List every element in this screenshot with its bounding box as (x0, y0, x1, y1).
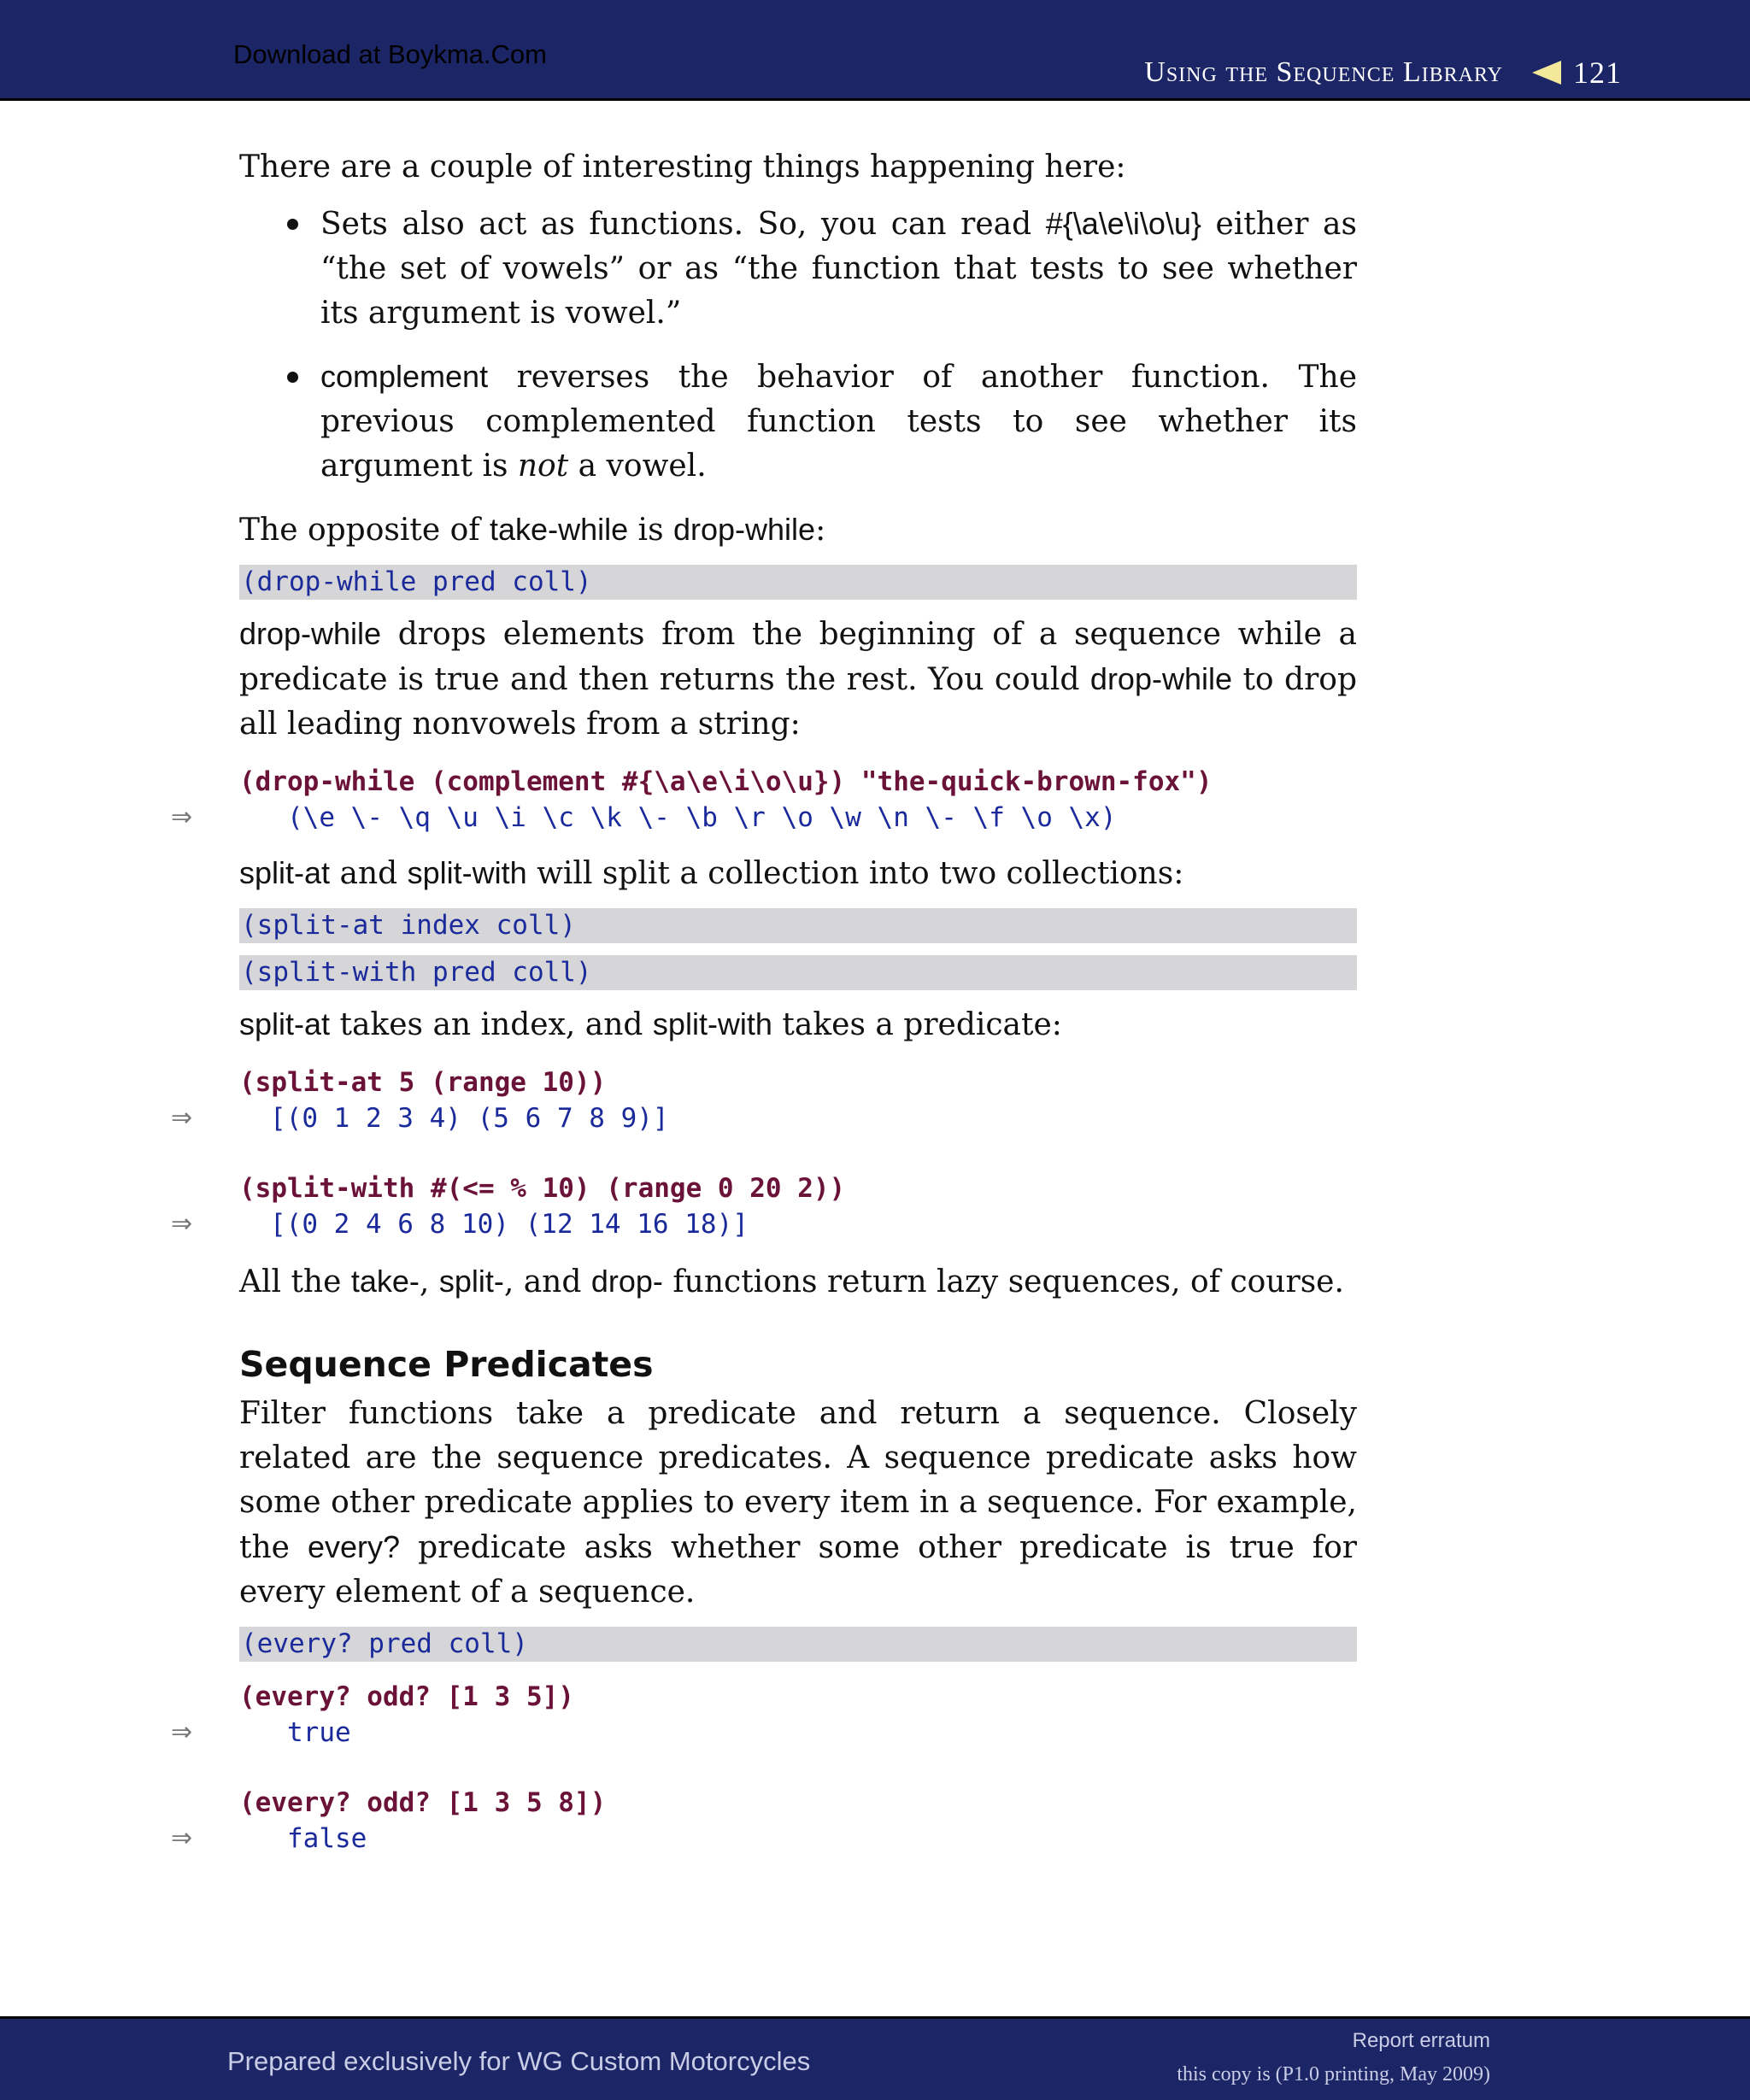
inline-code: take-while (490, 512, 629, 547)
result-arrow-icon: ⇒ (171, 1823, 193, 1853)
result-arrow-icon: ⇒ (171, 1103, 193, 1133)
signature-split-at: (split-at index coll) (239, 908, 1357, 943)
paragraph-lazy: All the take-, split-, and drop- functions return lazy sequences, of course. (239, 1264, 1344, 1299)
page-header (0, 0, 1750, 101)
code-input: (every? odd? [1 3 5]) (239, 1681, 574, 1712)
result-arrow-icon: ⇒ (171, 1209, 193, 1239)
prepared-for-text: Prepared exclusively for WG Custom Motorcycles (227, 2046, 811, 2076)
code-input: (drop-while (complement #{\a\e\i\o\u}) "the-quick-brown-fox") (239, 766, 1213, 797)
paragraph-drop-while: drop-while drops elements from the beginning of a sequence while a predicate is true and then returns the rest. You could drop-while to drop all leading nonvowels from a string: (239, 616, 1358, 742)
page-content (171, 145, 1358, 1857)
inline-code: split-at (239, 855, 331, 890)
inline-code: every? (308, 1529, 401, 1564)
running-header (1144, 55, 1622, 91)
inline-code: drop-while (672, 512, 816, 547)
inline-code: split- (438, 1264, 504, 1299)
previous-page-arrow-icon[interactable] (1532, 61, 1561, 85)
code-example-drop-while (171, 764, 1357, 836)
inline-code: #{\a\e\i\o\u} (1045, 206, 1201, 241)
bullet-icon (287, 219, 298, 230)
paragraph-intro: There are a couple of interesting things happening here: (239, 150, 1126, 185)
paragraph-split: split-at and split-with will split a collection into two collections: (239, 855, 1184, 891)
inline-code: drop- (590, 1264, 663, 1299)
code-example-every-true (171, 1679, 1357, 1751)
download-watermark: Download at Boykma.Com (233, 39, 547, 69)
signature-every: (every? pred coll) (239, 1627, 1357, 1662)
report-erratum-link[interactable]: Report erratum (1352, 2029, 1490, 2052)
paragraph-opposite: The opposite of take-while is drop-while: (239, 512, 826, 548)
code-example-every-false (171, 1785, 1357, 1857)
running-title: Using the Sequence Library (1144, 56, 1503, 88)
inline-code: drop-while (239, 616, 382, 651)
code-output: ⇒ [(0 1 2 3 4) (5 6 7 8 9)] (239, 1100, 1357, 1136)
code-example-split-with (171, 1170, 1357, 1242)
code-input: (every? odd? [1 3 5 8]) (239, 1787, 607, 1818)
code-output: ⇒ false (239, 1821, 1357, 1857)
paragraph-predicates: Filter functions take a predicate and return a sequence. Closely related are the sequence predicates. A sequence predicate asks how some other predicate applies to every item in a sequence. For example, the every? predicate asks whether some other predicate is true for every element of a sequence. (239, 1396, 1357, 1610)
code-input: (split-at 5 (range 10)) (239, 1067, 607, 1098)
section-heading: Sequence Predicates (239, 1344, 654, 1385)
code-output: ⇒ true (239, 1715, 1357, 1751)
printing-info: this copy is (P1.0 printing, May 2009) (1177, 2063, 1490, 2085)
inline-code: split-with (407, 855, 527, 890)
paragraph-split-args: split-at takes an index, and split-with takes a predicate: (239, 1006, 1062, 1042)
inline-code: split-with (652, 1006, 772, 1041)
signature-split-with: (split-with pred coll) (239, 955, 1357, 990)
bullet-list (239, 202, 1357, 489)
result-arrow-icon: ⇒ (171, 802, 193, 832)
code-example-split-at (171, 1065, 1357, 1136)
code-input: (split-with #(<= % 10) (range 0 20 2)) (239, 1173, 846, 1204)
inline-code: drop-while (1089, 661, 1232, 696)
code-output: ⇒ (\e \- \q \u \i \c \k \- \b \r \o \w \n \- \f \o \x) (239, 800, 1357, 836)
inline-code: take- (350, 1264, 420, 1299)
signature-drop-while: (drop-while pred coll) (239, 565, 1357, 600)
bullet-complement: complement reverses the behavior of another function. The previous complemented function tests to see whether its argument is not a vowel. (239, 355, 1357, 489)
page-number: 121 (1573, 56, 1622, 90)
inline-code: complement (320, 359, 489, 394)
result-arrow-icon: ⇒ (171, 1717, 193, 1747)
page-footer (0, 2016, 1750, 2100)
code-output: ⇒ [(0 2 4 6 8 10) (12 14 16 18)] (239, 1206, 1357, 1242)
bullet-sets-as-functions: Sets also act as functions. So, you can read #{\a\e\i\o\u} either as “the set of vowels” or as “the function that tests to see whether its argument is vowel.” (239, 202, 1357, 336)
bullet-icon (287, 372, 298, 383)
inline-code: split-at (239, 1006, 331, 1041)
